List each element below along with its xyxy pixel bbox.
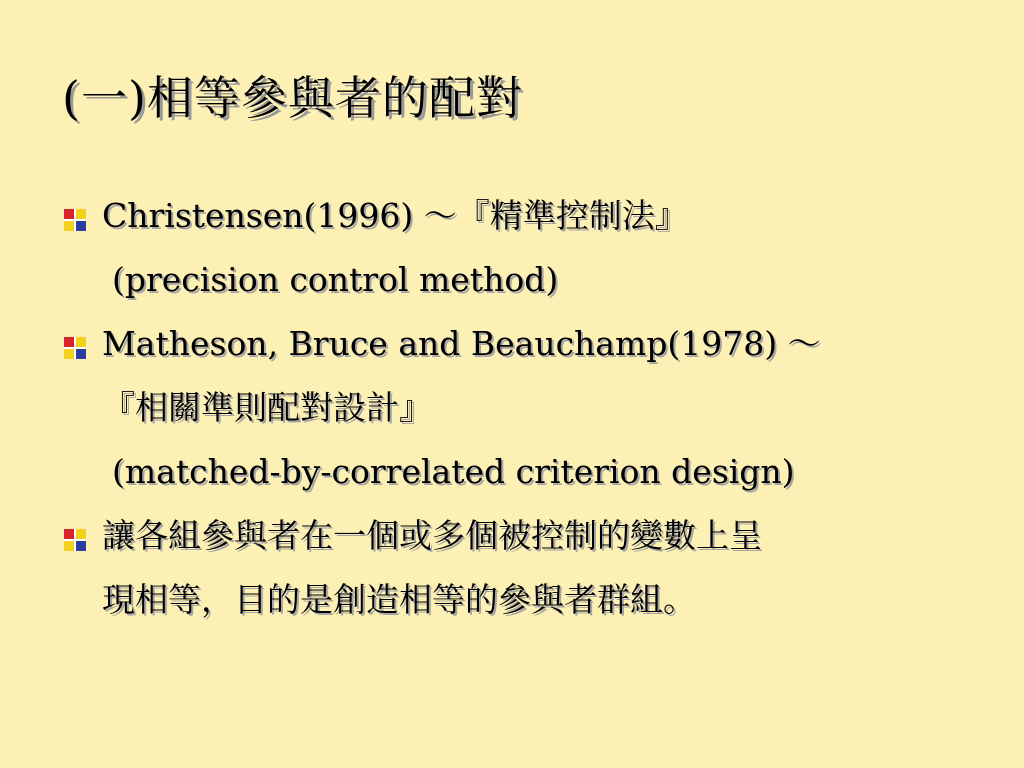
four-color-square-bullet-icon xyxy=(64,209,86,231)
bullet-line: 現相等，目的是創造相等的參與者群組。 xyxy=(102,580,696,619)
slide-title: (一)相等參與者的配對 xyxy=(62,71,523,125)
bullet-line: Matheson, Bruce and Beauchamp(1978) ～ xyxy=(102,324,821,363)
four-color-square-bullet-icon xyxy=(64,337,86,359)
bullet-line: 讓各組參與者在一個或多個被控制的變數上呈 xyxy=(102,516,762,555)
bullet-item-matheson xyxy=(58,312,1018,504)
bullet-line: (precision control method) xyxy=(112,260,559,299)
bullet-item-christensen xyxy=(58,184,1018,312)
bullet-list xyxy=(58,184,1018,632)
bullet-line: (matched-by-correlated criterion design) xyxy=(112,452,795,491)
bullet-item-purpose xyxy=(58,504,1018,632)
bullet-line: 『相關準則配對設計』 xyxy=(102,388,432,427)
four-color-square-bullet-icon xyxy=(64,529,86,551)
bullet-line: Christensen(1996) ～『精準控制法』 xyxy=(102,196,688,235)
